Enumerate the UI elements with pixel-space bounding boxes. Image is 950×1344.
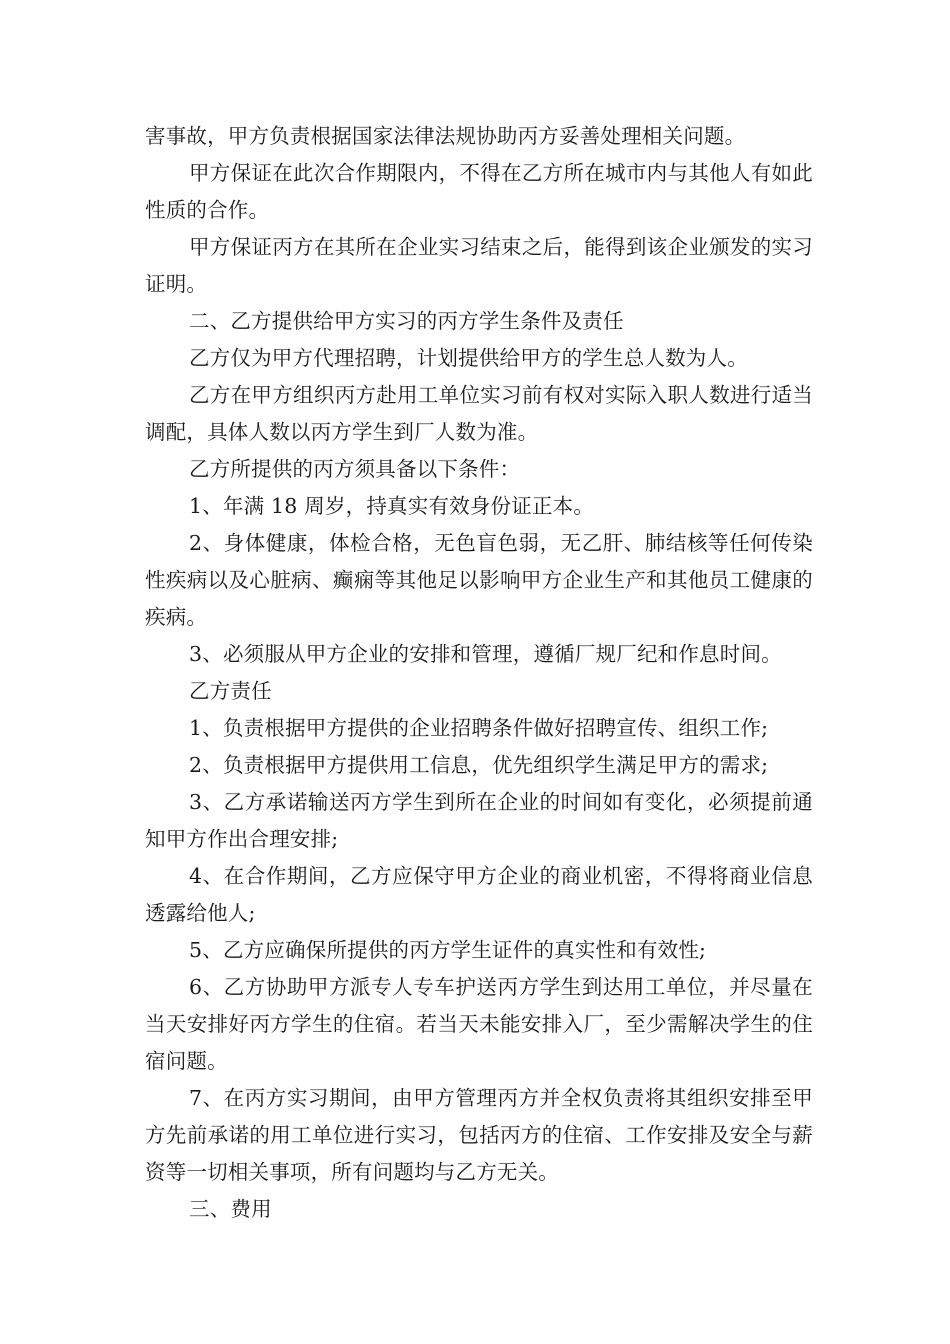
duty-item-5: 5、乙方应确保所提供的丙方学生证件的真实性和有效性; [189,938,707,962]
paragraph-accident-handling: 害事故，甲方负责根据国家法律法规协助丙方妥善处理相关问题。 [145,124,746,148]
duty-item-6: 6、乙方协助甲方派专人专车护送丙方学生到达用工单位，并尽量在当天安排好丙方学生的住宿。若当天未能安排入厂，至少需解决学生的住宿问题。 [145,975,813,1073]
condition-item-1: 1、年满 18 周岁，持真实有效身份证正本。 [189,494,595,518]
paragraph-exclusive-cooperation: 甲方保证在此次合作期限内，不得在乙方所在城市内与其他人有如此性质的合作。 [145,161,813,222]
duty-item-3: 3、乙方承诺输送丙方学生到所在企业的时间如有变化，必须提前通知甲方作出合理安排; [145,790,813,851]
duty-item-2: 2、负责根据甲方提供用工信息，优先组织学生满足甲方的需求; [189,753,769,777]
condition-item-2: 2、身体健康，体检合格，无色盲色弱，无乙肝、肺结核等任何传染性疾病以及心脏病、癫痫等其他足以影响甲方企业生产和其他员工健康的疾病。 [145,531,813,629]
section-heading-3: 三、费用 [189,1197,272,1221]
paragraph-headcount-adjustment: 乙方在甲方组织丙方赴用工单位实习前有权对实际入职人数进行适当调配，具体人数以丙方学生到厂人数为准。 [145,383,813,444]
subheading-party-b-duties: 乙方责任 [189,679,272,703]
duty-item-1: 1、负责根据甲方提供的企业招聘条件做好招聘宣传、组织工作; [189,716,769,740]
paragraph-internship-certificate: 甲方保证丙方在其所在企业实习结束之后，能得到该企业颁发的实习证明。 [145,235,813,296]
duty-item-7: 7、在丙方实习期间，由甲方管理丙方并全权负责将其组织安排至甲方先前承诺的用工单位进行实习，包括丙方的住宿、工作安排及安全与薪资等一切相关事项，所有问题均与乙方无关。 [145,1086,813,1184]
paragraph-recruitment-agent: 乙方仅为甲方代理招聘，计划提供给甲方的学生总人数为人。 [189,346,748,370]
paragraph-conditions-intro: 乙方所提供的丙方须具备以下条件： [189,457,521,481]
document-body [145,118,813,1228]
section-heading-2: 二、乙方提供给甲方实习的丙方学生条件及责任 [189,309,624,333]
duty-item-4: 4、在合作期间，乙方应保守甲方企业的商业机密，不得将商业信息透露给他人; [145,864,813,925]
condition-item-3: 3、必须服从甲方企业的安排和管理，遵循厂规厂纪和作息时间。 [189,642,782,666]
